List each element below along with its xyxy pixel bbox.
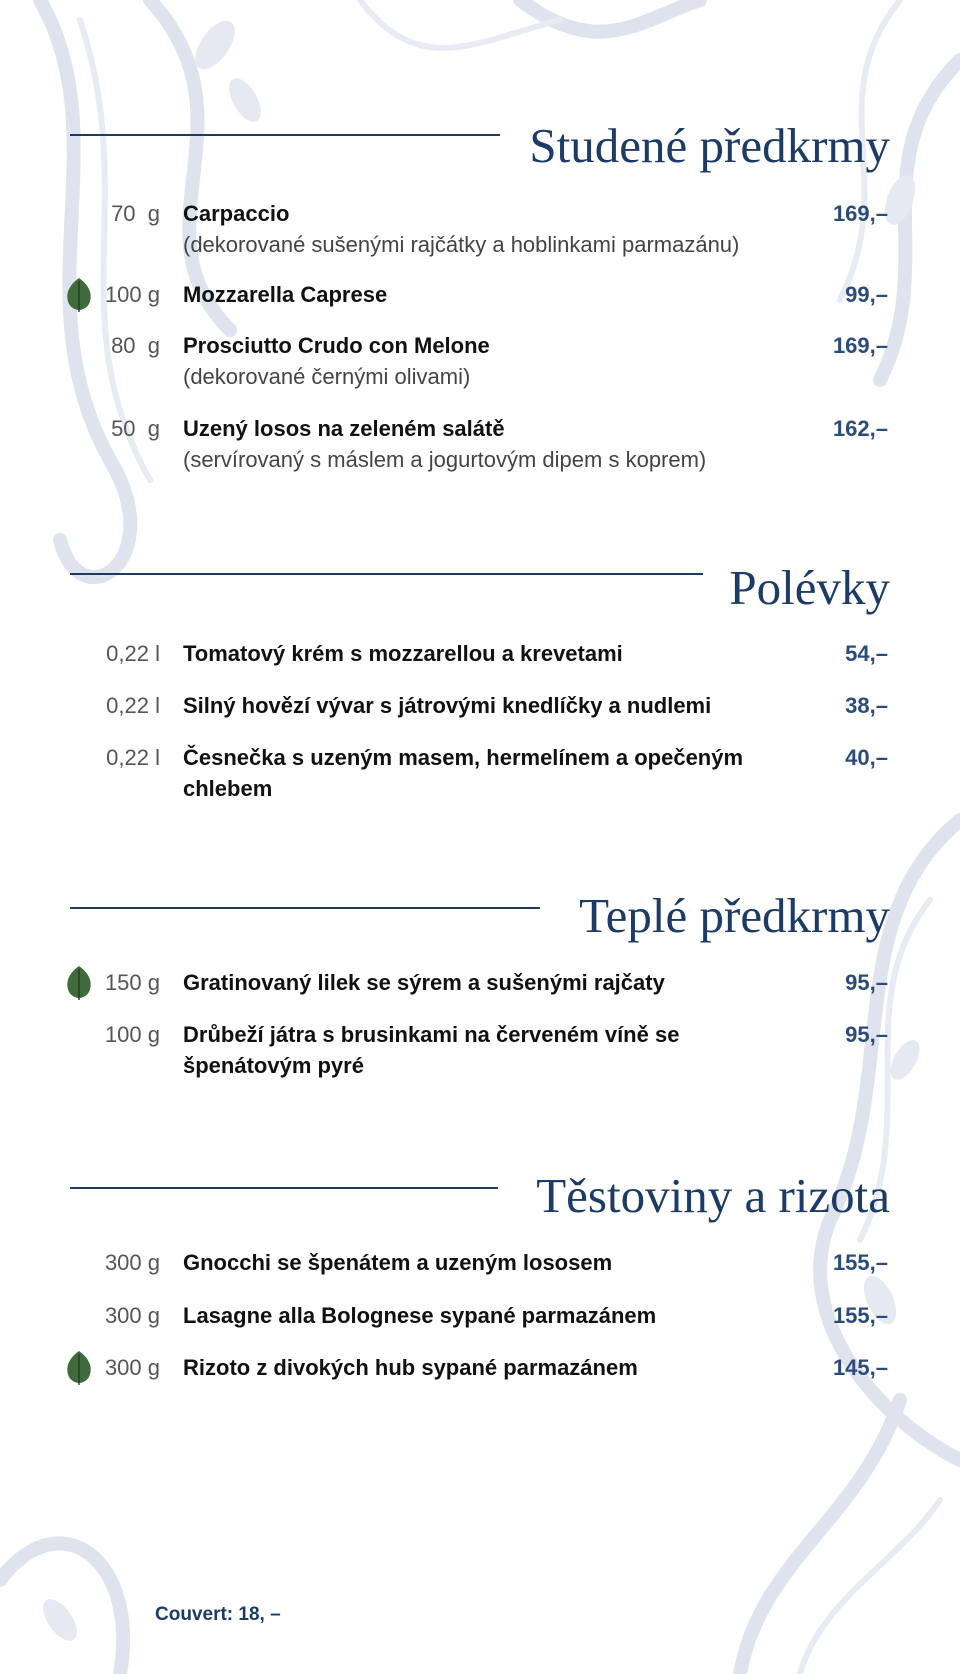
item-name: Uzený losos na zeleném salátě — [183, 416, 505, 441]
item-name: Tomatový krém s mozzarellou a krevetami — [183, 641, 623, 666]
section-header-polevky — [70, 552, 890, 615]
item-name: Prosciutto Crudo con Melone — [183, 333, 490, 358]
item-name: Lasagne alla Bolognese sypané parmazánem — [183, 1303, 657, 1328]
item-price: 95,– — [845, 970, 888, 995]
item-quantity: 300 g — [104, 1250, 160, 1275]
item-price: 169,– — [832, 201, 888, 226]
section-title: Studené předkrmy — [529, 118, 890, 173]
item-price: 54,– — [845, 641, 888, 666]
section-title: Polévky — [729, 560, 890, 615]
vegetarian-leaf-icon — [64, 965, 94, 1001]
item-price: 95,– — [845, 1022, 888, 1047]
item-quantity: 80 g — [111, 333, 160, 358]
section-title: Teplé předkrmy — [579, 888, 890, 943]
item-quantity: 300 g — [104, 1355, 160, 1380]
item-price: 145,– — [832, 1355, 888, 1380]
item-quantity: 300 g — [104, 1303, 160, 1328]
section-rule — [70, 907, 540, 909]
vegetarian-leaf-icon — [64, 277, 94, 313]
couvert-note — [155, 1604, 281, 1626]
section-rule — [70, 134, 500, 136]
item-quantity: 150 g — [104, 970, 160, 995]
item-name: Rizoto z divokých hub sypané parmazánem — [183, 1355, 638, 1380]
item-name: Gratinovaný lilek se sýrem a sušenými rajčaty — [183, 970, 665, 995]
item-name: Česnečka s uzeným masem, hermelínem a opečeným chlebem — [183, 745, 744, 801]
section-header-testoviny-a-rizota — [70, 1160, 890, 1223]
item-name: Drůbeží játra s brusinkami na červeném víně se špenátovým pyré — [183, 1022, 680, 1078]
item-price: 155,– — [832, 1250, 888, 1275]
item-description: (dekorované černými olivami) — [183, 364, 471, 389]
item-description: (dekorované sušenými rajčátky a hoblinkami parmazánu) — [183, 232, 740, 257]
section-rule — [70, 573, 703, 575]
couvert-price: 18, – — [238, 1604, 281, 1625]
item-quantity: 0,22 l — [106, 641, 160, 666]
section-title: Těstoviny a rizota — [536, 1168, 890, 1223]
item-price: 40,– — [845, 745, 888, 770]
item-quantity: 100 g — [104, 282, 160, 307]
item-quantity: 0,22 l — [106, 745, 160, 770]
couvert-label: Couvert: — [155, 1604, 234, 1625]
item-name: Silný hovězí vývar s játrovými knedlíčky a nudlemi — [183, 693, 712, 718]
item-description: (servírovaný s máslem a jogurtovým dipem s koprem) — [183, 447, 707, 472]
item-price: 162,– — [832, 416, 888, 441]
item-quantity: 0,22 l — [106, 693, 160, 718]
item-price: 38,– — [845, 693, 888, 718]
item-quantity: 100 g — [104, 1022, 160, 1047]
item-price: 169,– — [832, 333, 888, 358]
item-name: Gnocchi se špenátem a uzeným lososem — [183, 1250, 613, 1275]
item-name: Carpaccio — [183, 201, 290, 226]
section-header-teple-predkrmy — [70, 880, 890, 943]
section-rule — [70, 1187, 498, 1189]
item-quantity: 50 g — [111, 416, 160, 441]
item-price: 155,– — [832, 1303, 888, 1328]
item-quantity: 70 g — [111, 201, 160, 226]
vegetarian-leaf-icon — [64, 1350, 94, 1386]
section-header-studene-predkrmy — [70, 110, 890, 173]
item-price: 99,– — [845, 282, 888, 307]
item-name: Mozzarella Caprese — [183, 282, 388, 307]
